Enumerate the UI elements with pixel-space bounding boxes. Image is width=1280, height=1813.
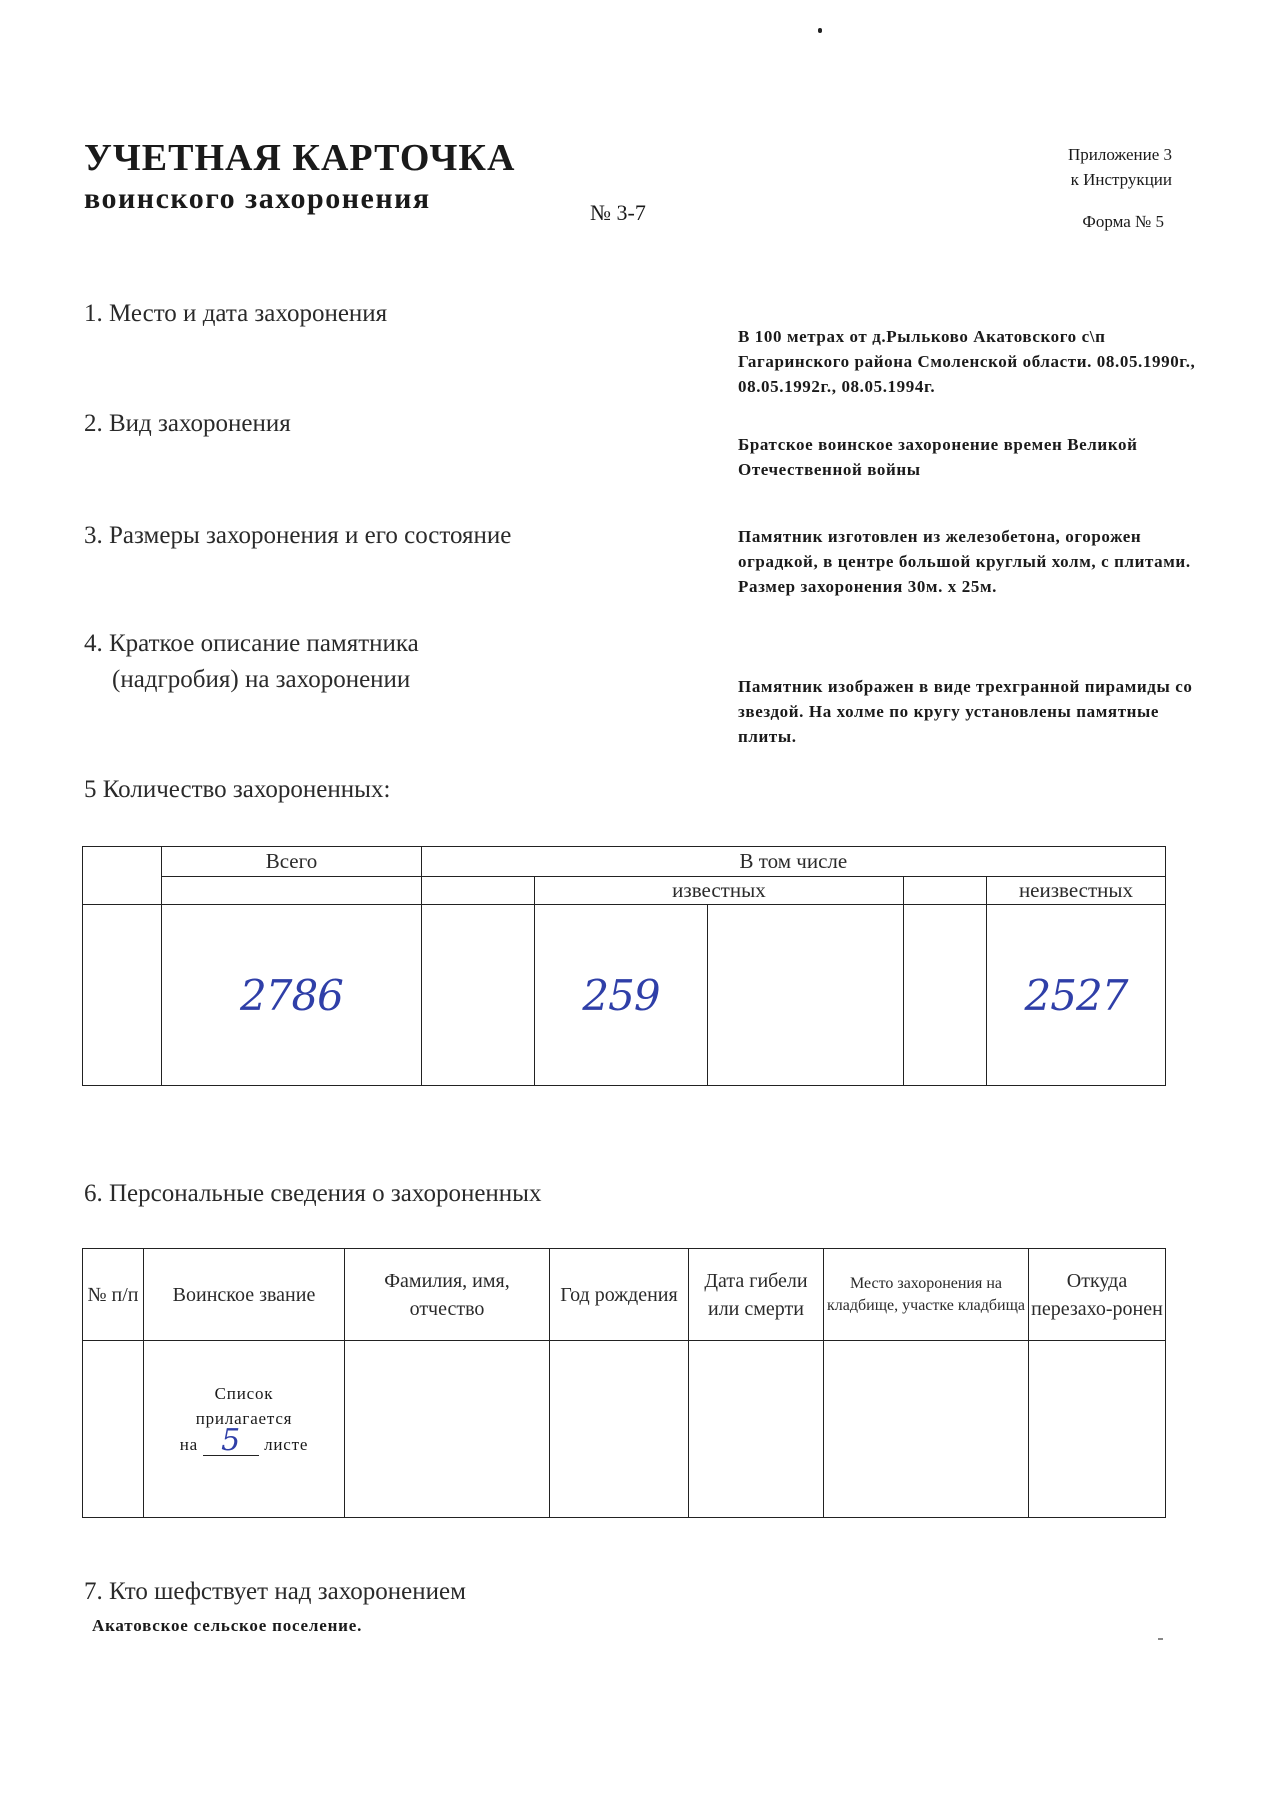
- count-unknown-cell: [986, 905, 1165, 1086]
- col-header-burial-place: Место захоронения на кладбище, участке кладбища: [824, 1249, 1029, 1341]
- list-note-line2: прилагается: [195, 1409, 293, 1428]
- section4-value: Памятник изображен в виде трехгранной пирамиды со звездой. На холме по кругу установлены памятные плиты.: [738, 677, 1193, 746]
- section5-label: 5 Количество захороненных:: [84, 776, 391, 803]
- card-title: УЧЕТНАЯ КАРТОЧКА: [84, 137, 516, 179]
- count-total-cell: [162, 905, 422, 1086]
- personal-cell-name: [345, 1341, 550, 1518]
- count-subheader-empty: [162, 877, 422, 905]
- personal-data-table: [82, 1248, 1166, 1518]
- section1-value: В 100 метрах от д.Рыльково Акатовского с\п Гагаринского района Смоленской области. 08.05.1990г., 08.05.1992г., 08.05.1994г.: [738, 327, 1196, 396]
- count-unknown-value: 2527: [1024, 970, 1128, 1020]
- count-blank-cell-a: [421, 905, 534, 1086]
- appendix-note: [1000, 142, 1172, 192]
- count-header-known: известных: [534, 877, 904, 905]
- burial-count-table: [82, 846, 1166, 1086]
- section2-value: Братское воинское захоронение времен Великой Отечественной войны: [738, 435, 1138, 479]
- count-header-total: Всего: [162, 847, 422, 877]
- section6-label: 6. Персональные сведения о захороненных: [84, 1180, 542, 1207]
- count-header-unknown: неизвестных: [986, 877, 1165, 905]
- list-note-suffix: листе: [264, 1435, 309, 1454]
- col-header-death-date: Дата гибели или смерти: [689, 1249, 824, 1341]
- col-header-number: № п/п: [83, 1249, 144, 1341]
- section3-value: Памятник изготовлен из железобетона, огорожен оградкой, в центре большой круглый холм, с плитами. Размер захоронения 30м. х 25м.: [738, 527, 1191, 596]
- count-known-cell: [534, 905, 708, 1086]
- section3-label: 3. Размеры захоронения и его состояние: [84, 522, 512, 549]
- count-blank-cell-b: [708, 905, 904, 1086]
- list-note-prefix: на: [179, 1435, 198, 1454]
- section7-label: 7. Кто шефствует над захоронением: [84, 1578, 466, 1605]
- form-number: Форма № 5: [1082, 212, 1164, 231]
- section2-label: 2. Вид захоронения: [84, 410, 291, 437]
- list-note-line3: [144, 1423, 344, 1458]
- section4-label-line1: 4. Краткое описание памятника: [84, 630, 419, 657]
- appendix-line1: Приложение 3: [1068, 145, 1172, 164]
- count-subheader-blank-b: [904, 877, 987, 905]
- appendix-line2: к Инструкции: [1070, 170, 1172, 189]
- personal-cell-number: [83, 1341, 144, 1518]
- count-empty-header: [83, 847, 162, 905]
- count-header-including: В том числе: [421, 847, 1165, 877]
- list-note-line1: Список: [214, 1384, 274, 1403]
- col-header-reburied-from: Откуда перезахо-ронен: [1029, 1249, 1166, 1341]
- list-note-sheets-value: 5: [221, 1423, 241, 1458]
- personal-cell-birth: [550, 1341, 689, 1518]
- col-header-rank: Воинское звание: [144, 1249, 345, 1341]
- scan-speck: [818, 28, 822, 33]
- col-header-name: Фамилия, имя, отчество: [345, 1249, 550, 1341]
- count-subheader-blank-a: [421, 877, 534, 905]
- count-total-value: 2786: [240, 970, 343, 1020]
- count-known-value: 259: [582, 970, 660, 1020]
- count-row-label-cell: [83, 905, 162, 1086]
- card-subtitle: воинского захоронения: [84, 182, 431, 215]
- card-number: № 3-7: [590, 200, 646, 225]
- personal-cell-death: [689, 1341, 824, 1518]
- section7-value: Акатовское сельское поселение.: [92, 1616, 363, 1635]
- list-note-sheets-field: [203, 1423, 259, 1458]
- section4-label-line2: (надгробия) на захоронении: [112, 666, 411, 693]
- personal-cell-rank: [144, 1341, 345, 1518]
- personal-cell-place: [824, 1341, 1029, 1518]
- personal-cell-from: [1029, 1341, 1166, 1518]
- col-header-birth-year: Год рождения: [550, 1249, 689, 1341]
- count-blank-cell-c: [904, 905, 987, 1086]
- section4-label: [84, 626, 419, 698]
- section1-label: 1. Место и дата захоронения: [84, 300, 388, 327]
- scan-mark: [1158, 1638, 1163, 1640]
